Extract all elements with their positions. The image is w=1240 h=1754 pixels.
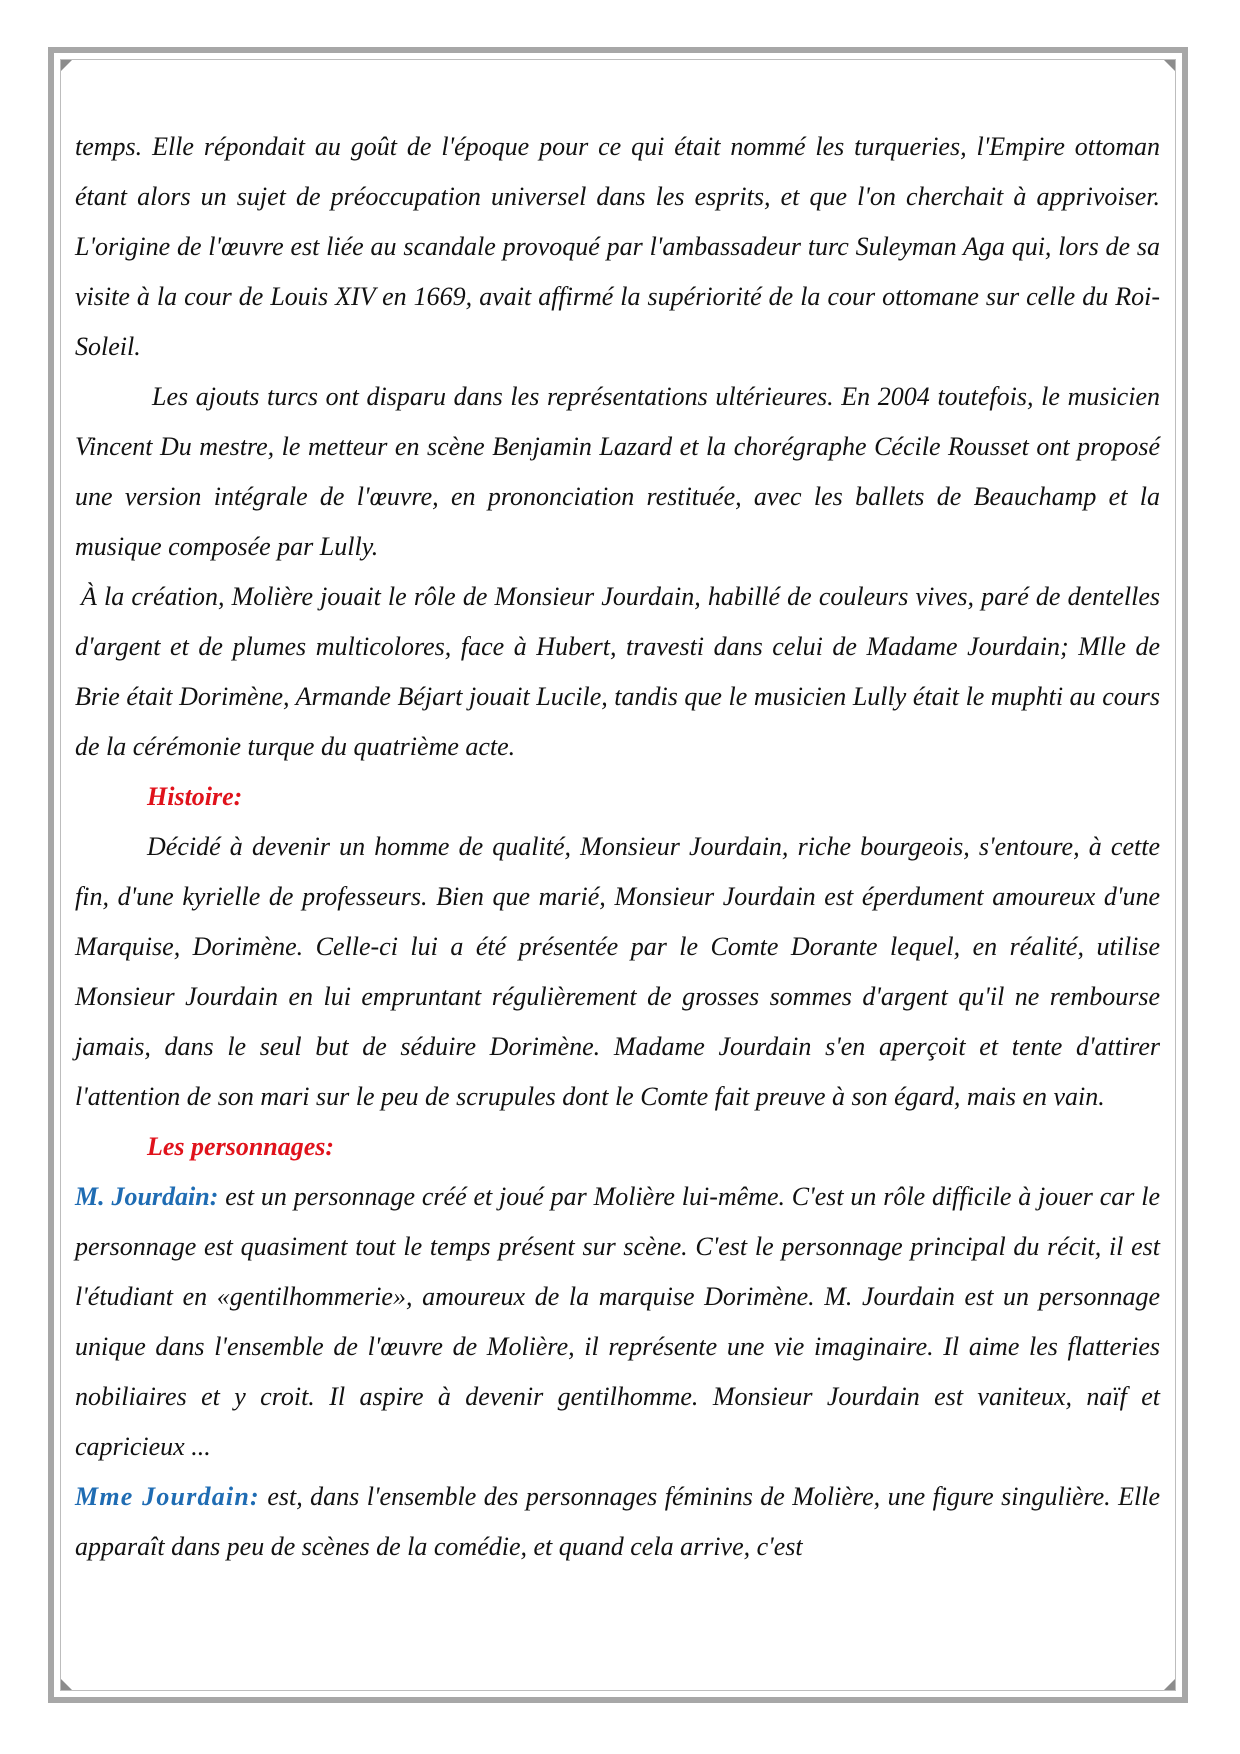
heading-histoire: Histoire:	[147, 782, 243, 811]
character-desc-m-jourdain: est un personnage créé et joué par Molière lui-même. C'est un rôle difficile à jouer car le personnage est quasiment tout le temps présent sur scène. C'est le personnage principal du récit, il est l'étudiant en «gentilhommerie», amoureux de la marquise Dorimène. M. Jourdain est un personnage unique dans l'ensemble de l'œuvre de Molière, il représente une vie imaginaire. Il aime les flatteries nobiliaires et y croit. Il aspire à devenir gentilhomme. Monsieur Jourdain est vaniteux, naïf et capricieux ...	[75, 1182, 1160, 1461]
paragraph-creation: À la création, Molière jouait le rôle de Monsieur Jourdain, habillé de couleurs vives, paré de dentelles d'argent et de plumes multicolores, face à Hubert, travesti dans celui de Madame Jourdain; Mlle de Brie était Dorimène, Armande Béjart jouait Lucile, tandis que le musicien Lully était le muphti au cours de la cérémonie turque du quatrième acte.	[75, 582, 1160, 761]
corner-ornament-top-right	[1164, 60, 1175, 71]
paragraph-histoire: Décidé à devenir un homme de qualité, Monsieur Jourdain, riche bourgeois, s'entoure, à cette fin, d'une kyrielle de professeurs. Bien que marié, Monsieur Jourdain est éperdument amoureux d'une Marquise, Dorimène. Celle-ci lui a été présentée par le Comte Dorante lequel, en réalité, utilise Monsieur Jourdain en lui empruntant régulièrement de grosses sommes d'argent qu'il ne rembourse jamais, dans le seul but de séduire Dorimène. Madame Jourdain s'en aperçoit et tente d'attirer l'attention de son mari sur le peu de scrupules dont le Comte fait preuve à son égard, mais en vain.	[75, 832, 1160, 1111]
document-body	[75, 122, 1160, 1572]
paragraph-turqueries: temps. Elle répondait au goût de l'époque pour ce qui était nommé les turqueries, l'Empire ottoman étant alors un sujet de préoccupation universel dans les esprits, et que l'on cherchait à apprivoiser. L'origine de l'œuvre est liée au scandale provoqué par l'ambassadeur turc Suleyman Aga qui, lors de sa visite à la cour de Louis XIV en 1669, avait affirmé la supériorité de la cour ottomane sur celle du Roi-Soleil.	[75, 132, 1160, 361]
character-desc-mme-jourdain: est, dans l'ensemble des personnages féminins de Molière, une figure singulière. Elle apparaît dans peu de scènes de la comédie, et quand cela arrive, c'est	[75, 1482, 1161, 1561]
paragraph-ajouts-turcs: Les ajouts turcs ont disparu dans les représentations ultérieures. En 2004 toutefois, le musicien Vincent Du mestre, le metteur en scène Benjamin Lazard et la chorégraphe Cécile Rousset ont proposé une version intégrale de l'œuvre, en prononciation restituée, avec les ballets de Beauchamp et la musique composée par Lully.	[75, 382, 1160, 561]
corner-ornament-bottom-left	[61, 1679, 72, 1690]
paragraph-mme-jourdain	[75, 1472, 1160, 1572]
corner-ornament-bottom-right	[1164, 1679, 1175, 1690]
corner-ornament-top-left	[61, 60, 72, 71]
character-name-mme-jourdain: Mme Jourdain:	[75, 1482, 260, 1511]
character-name-m-jourdain: M. Jourdain:	[75, 1182, 219, 1211]
paragraph-m-jourdain	[75, 1172, 1160, 1472]
heading-personnages: Les personnages:	[147, 1132, 335, 1161]
